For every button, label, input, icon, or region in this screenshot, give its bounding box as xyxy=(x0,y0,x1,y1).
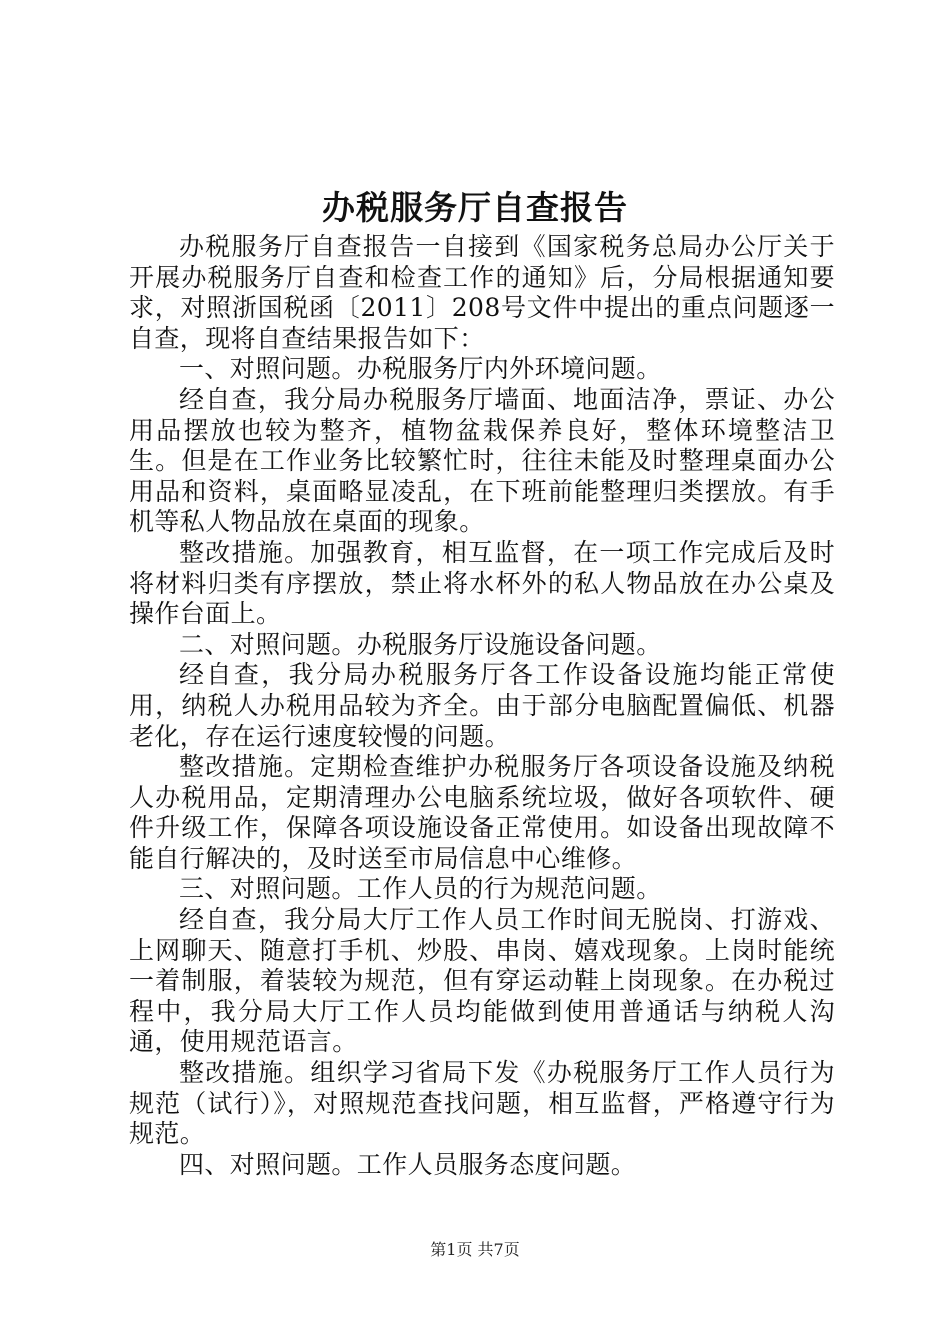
section-3-finding: 经自查，我分局大厅工作人员工作时间无脱岗、打游戏、上网聊天、随意打手机、炒股、串岗、嬉戏现象。上岗时能统一着制服，着装较为规范，但有穿运动鞋上岗现象。在办税过程中，我分局大厅工作人员均能做到使用普通话与纳税人沟通，使用规范语言。 xyxy=(129,905,835,1057)
document-title: 办税服务厅自查报告 xyxy=(322,188,628,227)
section-heading-4: 四、对照问题。工作人员服务态度问题。 xyxy=(179,1149,637,1179)
section-1-finding: 经自查，我分局办税服务厅墙面、地面洁净，票证、办公用品摆放也较为整齐，植物盆栽保养良好，整体环境整洁卫生。但是在工作业务比较繁忙时，往往未能及时整理桌面办公用品和资料，桌面略显凌乱，在下班前能整理归类摆放。有手机等私人物品放在桌面的现象。 xyxy=(129,384,835,537)
page-number-footer: 第1页 共7页 xyxy=(430,1240,520,1259)
section-1-measures: 整改措施。加强教育，相互监督，在一项工作完成后及时将材料归类有序摆放，禁止将水杯外的私人物品放在办公桌及操作台面上。 xyxy=(129,537,835,629)
section-2-measures: 整改措施。定期检查维护办税服务厅各项设备设施及纳税人办税用品，定期清理办公电脑系统垃圾，做好各项软件、硬件升级工作，保障各项设施设备正常使用。如设备出现故障不能自行解决的，及时送至市局信息中心维修。 xyxy=(129,752,835,873)
section-3-measures: 整改措施。组织学习省局下发《办税服务厅工作人员行为规范（试行）》，对照规范查找问题，相互监督，严格遵守行为规范。 xyxy=(129,1058,835,1149)
intro-paragraph: 办税服务厅自查报告一自接到《国家税务总局办公厅关于开展办税服务厅自查和检查工作的通知》后，分局根据通知要求，对照浙国税函〔2011〕208号文件中提出的重点问题逐一自查，现将自查结果报告如下： xyxy=(129,232,835,353)
section-2-finding: 经自查，我分局办税服务厅各工作设备设施均能正常使用，纳税人办税用品较为齐全。由于部分电脑配置偏低、机器老化，存在运行速度较慢的问题。 xyxy=(129,660,835,751)
section-heading-3: 三、对照问题。工作人员的行为规范问题。 xyxy=(179,874,662,904)
section-heading-1: 一、对照问题。办税服务厅内外环境问题。 xyxy=(179,354,662,384)
document-body xyxy=(129,232,835,1180)
section-heading-2: 二、对照问题。办税服务厅设施设备问题。 xyxy=(179,629,662,659)
